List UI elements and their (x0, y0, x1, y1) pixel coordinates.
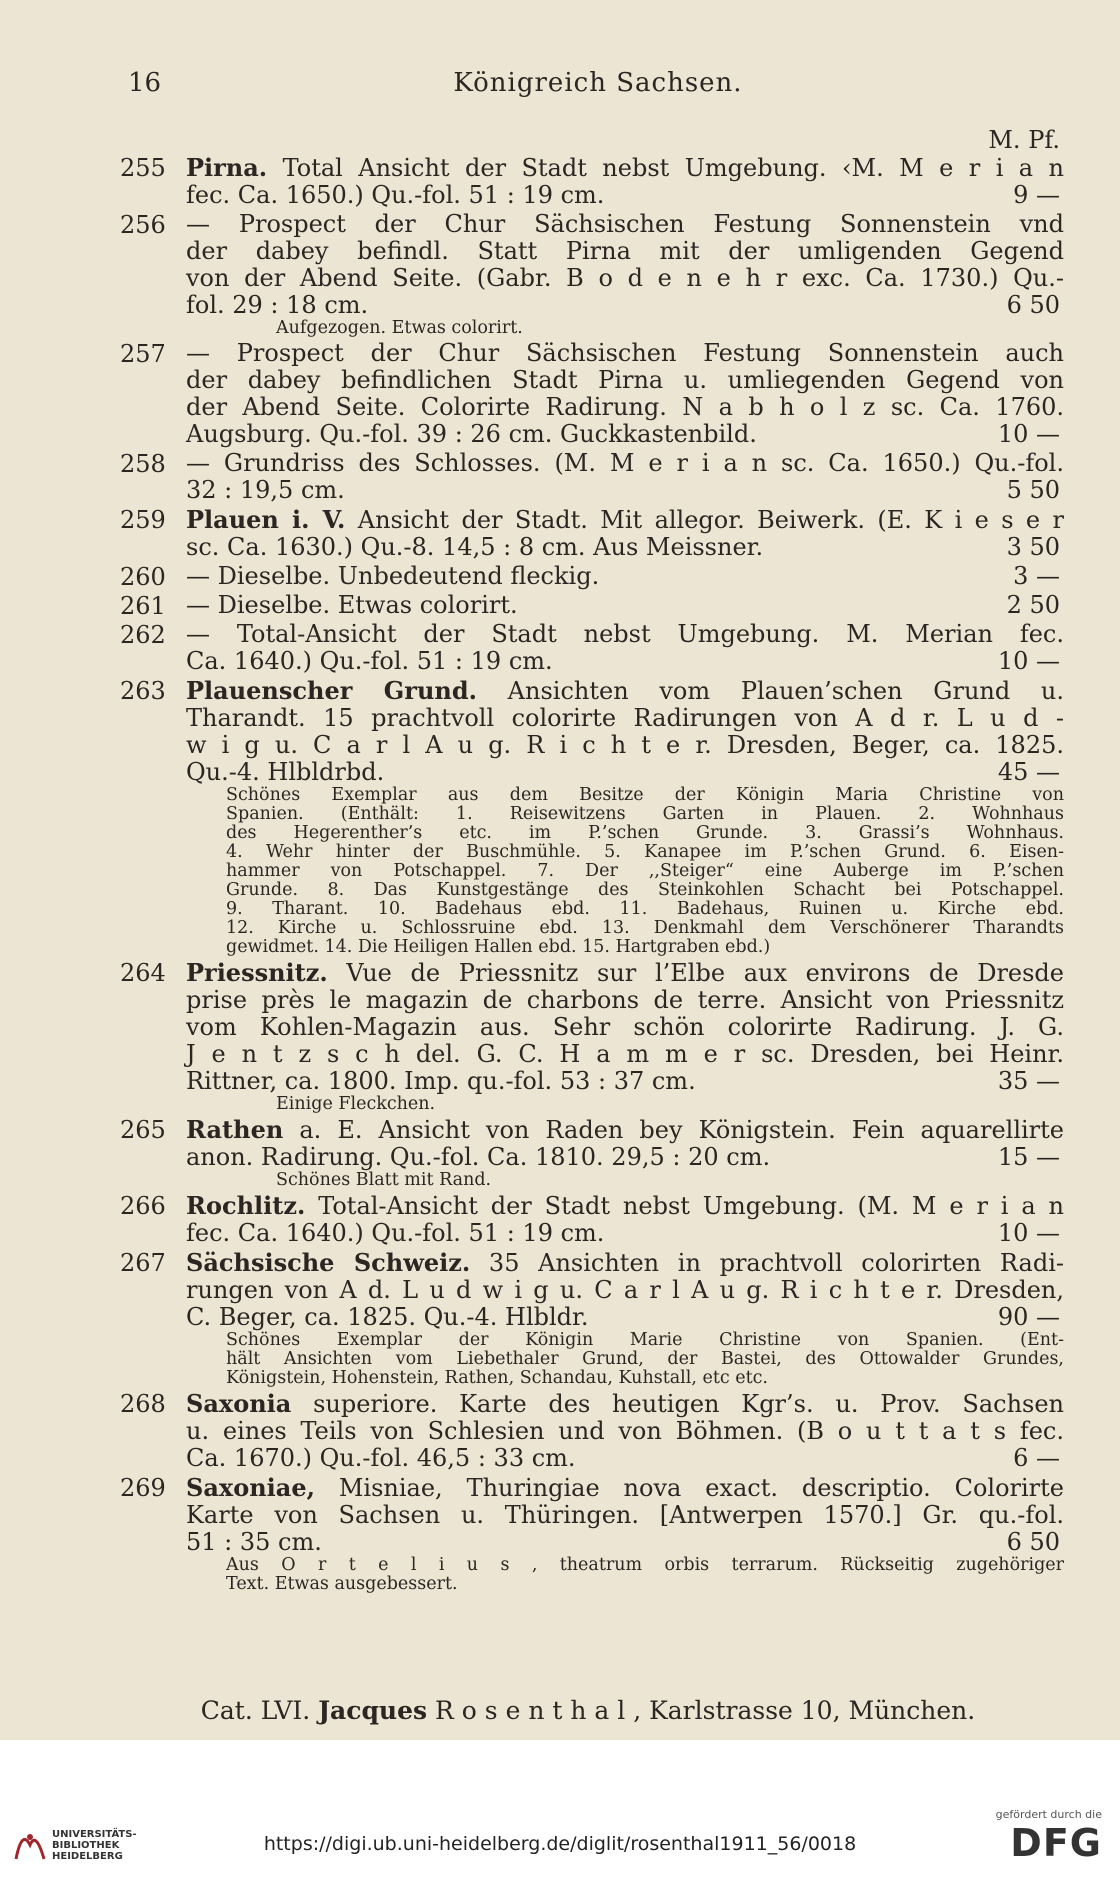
page-title: Königreich Sachsen. (453, 68, 743, 98)
entry-text-line: von der Abend Seite. (Gabr. B o d e n e h r exc. Ca. 1730.) Qu.- (186, 264, 1064, 292)
viewer-bottom-bar (0, 1740, 1120, 1891)
dfg-logo: DFG (1010, 1821, 1102, 1865)
catalog-entry (120, 211, 1064, 338)
entry-note-line: Spanien. (Enthält: 1. Reisewitzens Garten in Plauen. 2. Wohnhaus (226, 804, 1064, 824)
entry-note-line: Königstein, Hohenstein, Rathen, Schandau, Kuhstall, etc etc. (226, 1368, 768, 1388)
entry-text-line: anon. Radirung. Qu.-fol. Ca. 1810. 29,5 : 20 cm. 15 — (186, 1143, 1060, 1171)
entry-text-line: Pirna. Total Ansicht der Stadt nebst Umgebung. ‹M. M e r i a n (186, 153, 1064, 182)
entry-number: 258 (120, 450, 166, 478)
entry-number: 261 (120, 592, 166, 620)
entry-text-line: J e n t z s c h del. G. C. H a m m e r sc. Dresden, bei Heinr. (186, 1040, 1064, 1068)
document-url[interactable]: https://digi.ub.uni-heidelberg.de/diglit/rosenthal1911_56/0018 (263, 1833, 857, 1855)
entry-text-line: der dabey befindl. Statt Pirna mit der umligenden Gegend (186, 237, 1064, 265)
catalog-entry (120, 154, 1064, 209)
entry-number: 267 (120, 1249, 166, 1277)
entry-text-line: Augsburg. Qu.-fol. 39 : 26 cm. Guckkastenbild. 10 — (186, 420, 1060, 448)
catalog-entry (120, 1116, 1064, 1190)
entry-text-line: Priessnitz. Vue de Priessnitz sur l’Elbe aux environs de Dresde (186, 958, 1064, 987)
entry-text-line: 51 : 35 cm. 6 50 (186, 1528, 1060, 1556)
entry-number: 264 (120, 959, 166, 987)
entry-text-line: — Dieselbe. Etwas colorirt. 2 50 (186, 591, 1060, 619)
entry-text-line: — Prospect der Chur Sächsischen Festung Sonnenstein auch (186, 339, 1064, 367)
funder-note: gefördert durch die (995, 1808, 1102, 1821)
catalog-entry (120, 592, 1064, 619)
dfg-credit[interactable] (996, 1808, 1102, 1865)
entry-text-line: Karte von Sachsen u. Thüringen. [Antwerpen 1570.] Gr. qu.-fol. (186, 1501, 1064, 1529)
entry-number: 265 (120, 1116, 166, 1144)
entry-note-line: Aus O r t e l i u s , theatrum orbis terrarum. Rückseitig zugehöriger (226, 1555, 1064, 1575)
catalog-entry (120, 1390, 1064, 1472)
entry-text-line: Saxonia superiore. Karte des heutigen Kgr’s. u. Prov. Sachsen (186, 1389, 1064, 1418)
price-column-header: M. Pf. (988, 126, 1060, 154)
catalog-entry (120, 1192, 1064, 1247)
catalog-entries (120, 154, 1064, 1596)
entry-note-line: Aufgezogen. Etwas colorirt. (276, 318, 523, 338)
entry-text-line: der Abend Seite. Colorirte Radirung. N a b h o l z sc. Ca. 1760. (186, 393, 1064, 421)
entry-text-line: — Prospect der Chur Sächsischen Festung Sonnenstein vnd (186, 210, 1064, 238)
entry-number: 266 (120, 1192, 166, 1220)
catalog-entry (120, 1249, 1064, 1388)
entry-number: 255 (120, 154, 166, 182)
entry-text-line: der dabey befindlichen Stadt Pirna u. umliegenden Gegend von (186, 366, 1064, 394)
entry-price: 35 — (997, 1067, 1060, 1095)
entry-price: 10 — (997, 420, 1060, 448)
entry-text-line: 32 : 19,5 cm. 5 50 (186, 476, 1060, 504)
entry-number: 256 (120, 211, 166, 239)
entry-text-line: fec. Ca. 1650.) Qu.-fol. 51 : 19 cm. 9 — (186, 181, 1060, 209)
entry-number: 263 (120, 677, 166, 705)
entry-note-line: Einige Fleckchen. (276, 1094, 436, 1114)
entry-number: 260 (120, 563, 166, 591)
entry-text-line: Rathen a. E. Ansicht von Raden bey Königstein. Fein aquarellirte (186, 1115, 1064, 1144)
entry-text-line: Tharandt. 15 prachtvoll colorirte Radirungen von A d r. L u d - (186, 704, 1064, 732)
entry-text-line: — Dieselbe. Unbedeutend fleckig. 3 — (186, 562, 1060, 590)
entry-text-line: fol. 29 : 18 cm. 6 50 (186, 291, 1060, 319)
entry-number: 259 (120, 506, 166, 534)
entry-number: 262 (120, 621, 166, 649)
entry-text-line: Qu.-4. Hlbldrbd. 45 — (186, 758, 1060, 786)
catalog-entry (120, 1474, 1064, 1594)
entry-note-line: gewidmet. 14. Die Heiligen Hallen ebd. 15. Hartgraben ebd.) (226, 937, 771, 957)
entry-note-line: Schönes Blatt mit Rand. (276, 1170, 492, 1190)
entry-text-line: Saxoniae, Misniae, Thuringiae nova exact. descriptio. Colorirte (186, 1473, 1064, 1502)
entry-note-line: 9. Tharant. 10. Badehaus ebd. 11. Badehaus, Ruinen u. Kirche ebd. (226, 899, 1064, 919)
entry-price: 6 — (1013, 1444, 1060, 1472)
entry-note-line: Schönes Exemplar der Königin Marie Christine von Spanien. (Ent- (226, 1330, 1064, 1350)
entry-text-line: — Total-Ansicht der Stadt nebst Umgebung. M. Merian fec. (186, 620, 1064, 648)
library-name-line3: HEIDELBERG (52, 1850, 123, 1862)
entry-text-line: vom Kohlen-Magazin aus. Sehr schön colorirte Radirung. J. G. (186, 1013, 1064, 1041)
library-name-line2: BIBLIOTHEK (52, 1839, 120, 1851)
entry-price: 6 50 (1006, 1528, 1060, 1556)
entry-text-line: Ca. 1670.) Qu.-fol. 46,5 : 33 cm. 6 — (186, 1444, 1060, 1472)
entry-price: 2 50 (1006, 591, 1060, 619)
catalog-entry (120, 563, 1064, 590)
entry-note-line: 4. Wehr hinter der Buschmühle. 5. Kanapee im P.’schen Grund. 6. Eisen- (226, 842, 1064, 862)
entry-text-line: Sächsische Schweiz. 35 Ansichten in prachtvoll colorirten Radi- (186, 1248, 1065, 1277)
entry-price: 3 — (1013, 562, 1060, 590)
entry-note-line: des Hegerenther’s etc. im P.’schen Grunde. 3. Grassi’s Wohnhaus. (226, 823, 1064, 843)
entry-text-line: Plauen i. V. Ansicht der Stadt. Mit allegor. Beiwerk. (E. K i e s e r (186, 505, 1064, 534)
page-number: 16 (128, 68, 162, 98)
entry-price: 15 — (997, 1143, 1060, 1171)
catalog-entry (120, 506, 1064, 561)
entry-text-line: Rochlitz. Total-Ansicht der Stadt nebst Umgebung. (M. M e r i a n (186, 1191, 1064, 1220)
entry-note-line: Text. Etwas ausgebessert. (226, 1574, 458, 1594)
entry-price: 90 — (997, 1303, 1060, 1331)
page-header (128, 68, 1068, 108)
catalog-entry (120, 450, 1064, 504)
entry-number: 269 (120, 1474, 166, 1502)
entry-number: 268 (120, 1390, 166, 1418)
entry-text-line: Ca. 1640.) Qu.-fol. 51 : 19 cm. 10 — (186, 647, 1060, 675)
entry-price: 3 50 (1006, 533, 1060, 561)
catalog-entry (120, 677, 1064, 957)
entry-price: 45 — (997, 758, 1060, 786)
library-name-line1: UNIVERSITÄTS- (52, 1828, 137, 1840)
entry-price: 5 50 (1006, 476, 1060, 504)
entry-text-line: rungen von A d. L u d w i g u. C a r l A u g. R i c h t e r. Dresden, (186, 1276, 1064, 1304)
entry-number: 257 (120, 340, 166, 368)
entry-text-line: sc. Ca. 1630.) Qu.-8. 14,5 : 8 cm. Aus Meissner. 3 50 (186, 533, 1060, 561)
entry-text-line: u. eines Teils von Schlesien und von Böhmen. (B o u t t a t s fec. (186, 1417, 1064, 1445)
entry-note-line: hält Ansichten vom Liebethaler Grund, der Bastei, des Ottowalder Grundes, (226, 1349, 1064, 1369)
entry-note-line: Schönes Exemplar aus dem Besitze der Königin Maria Christine von (226, 785, 1064, 805)
entry-text-line: Plauenscher Grund. Ansichten vom Plauen’schen Grund u. (186, 676, 1065, 705)
entry-price: 10 — (997, 1219, 1060, 1247)
entry-text-line: — Grundriss des Schlosses. (M. M e r i a n sc. Ca. 1650.) Qu.-fol. (186, 449, 1064, 477)
catalog-entry (120, 340, 1064, 448)
entry-price: 9 — (1013, 181, 1060, 209)
entry-text-line: w i g u. C a r l A u g. R i c h t e r. Dresden, Beger, ca. 1825. (186, 731, 1064, 759)
entry-note-line: 12. Kirche u. Schlossruine ebd. 13. Denkmahl dem Verschönerer Tharandts (226, 918, 1064, 938)
entry-note-line: Grunde. 8. Das Kunstgestänge des Steinkohlen Schacht bei Potschappel. (226, 880, 1064, 900)
entry-text-line: prise près le magazin de charbons de terre. Ansicht von Priessnitz (186, 986, 1064, 1014)
catalog-entry (120, 959, 1064, 1114)
entry-price: 10 — (997, 647, 1060, 675)
catalog-footer: Cat. LVI. Jacques R o s e n t h a l , Karlstrasse 10, München. (200, 1696, 976, 1725)
entry-note-line: hammer von Potschappel. 7. Der ,,Steiger“ eine Auberge im P.’schen (226, 861, 1064, 881)
entry-text-line: C. Beger, ca. 1825. Qu.-4. Hlbldr. 90 — (186, 1303, 1060, 1331)
entry-text-line: fec. Ca. 1640.) Qu.-fol. 51 : 19 cm. 10 — (186, 1219, 1060, 1247)
catalog-entry (120, 621, 1064, 675)
entry-text-line: Rittner, ca. 1800. Imp. qu.-fol. 53 : 37 cm. 35 — (186, 1067, 1060, 1095)
entry-price: 6 50 (1006, 291, 1060, 319)
